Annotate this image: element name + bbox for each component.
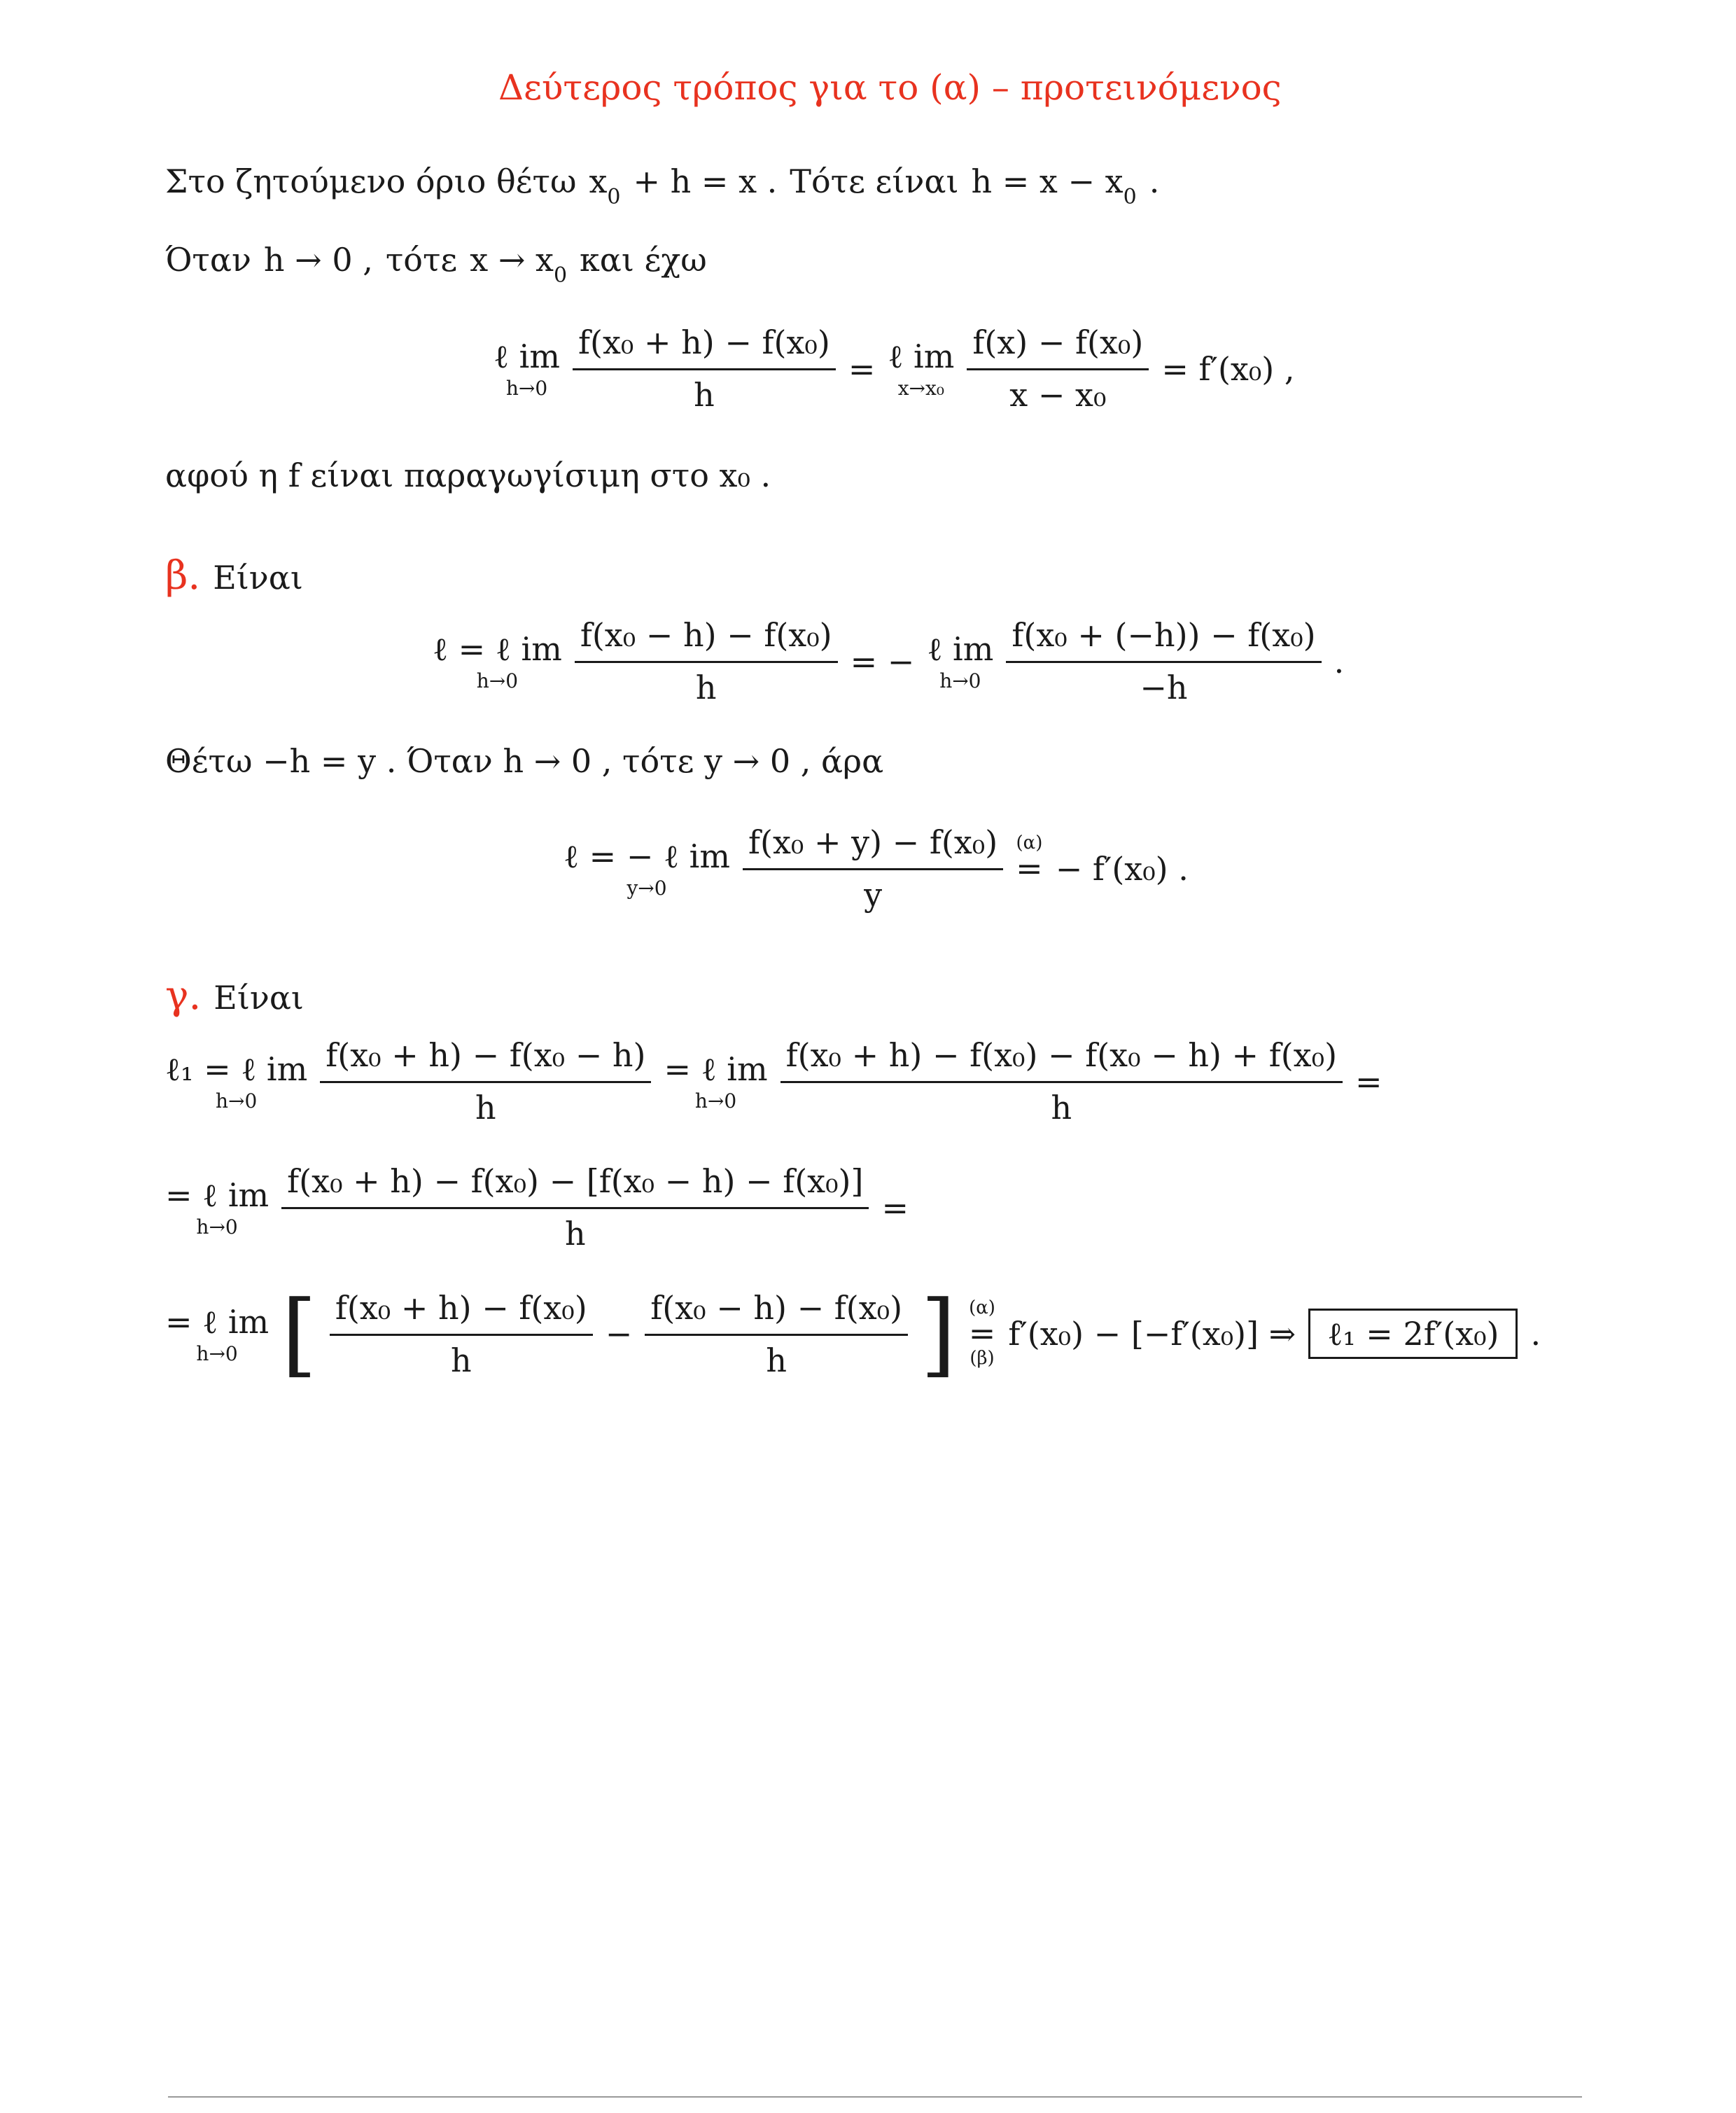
paragraph-differentiable: αφού η f είναι παραγωγίσιμη στο x₀ . [165,456,771,494]
minus: − [605,1315,633,1353]
right-bracket: ] [920,1281,956,1387]
equation-beta [433,616,1344,706]
fraction: $\frac{\text{f(x₀ + h) − f(x₀ − h)}}{h}$ [320,1036,651,1127]
fraction: $\frac{\text{f(x₀ + (−h)) − f(x₀)}}{-h}$ [1006,616,1321,706]
paragraph-limit-condition [165,241,707,288]
text: Όταν [165,241,251,279]
fraction: $\frac{\text{f(x₀ + y) − f(x₀)}}{y}$ [743,823,1003,914]
section-label: β. [165,553,201,599]
math-expr: h → 0 , [263,241,373,279]
section-beta-heading [165,553,303,599]
section-gamma-heading [165,973,304,1019]
math-expr: $x_0$ [589,162,621,209]
footer-rule [168,2096,1582,2098]
limit: ℓ im h→0 [493,337,560,400]
fraction: $\frac{\text{f(x₀ + h) − f(x₀) − [f(x₀ − h) − f(x₀)]}}{h}$ [281,1162,869,1253]
limit: = ℓ im h→0 [165,1176,270,1239]
limit: = ℓ im h→0 [664,1050,768,1113]
text: Είναι [213,559,303,597]
text: Είναι [214,979,304,1017]
equation-gamma-line1 [165,1036,1382,1127]
text: . [1334,642,1345,681]
text: . [1149,162,1160,200]
tagged-equals: (α) = (β) [968,1297,996,1369]
limit: = ℓ im h→0 [165,1302,270,1365]
text: Στο ζητούμενο όριο θέτω [165,162,577,200]
limit: ℓ₁ = ℓ im h→0 [165,1050,308,1113]
equation-gamma-line3 [165,1281,1541,1387]
equals: = [881,1188,909,1227]
text: τότε [385,241,458,279]
boxed-result: ℓ₁ = 2f′(x₀) [1308,1309,1518,1359]
page-title: Δεύτερος τρόπος για το (α) – προτεινόμενος [498,67,1282,108]
fraction: $\frac{\text{f(x₀ − h) − f(x₀)}}{h}$ [645,1289,908,1379]
paragraph-substitution [165,162,1160,209]
equals: = [848,349,876,388]
math-expr: = − [850,642,915,681]
math-expr: = f′(x₀) , [1161,349,1295,388]
equation-limit-1 [493,323,1294,414]
math-expr: f′(x₀) − [−f′(x₀)] ⇒ [1008,1315,1296,1353]
math-expr: $h = x - x_0$ [971,162,1137,209]
limit: ℓ im x→x₀ [888,337,955,400]
limit: ℓ im h→0 [927,630,994,692]
equals: = [1355,1062,1382,1101]
math-expr: + h = x . [633,162,778,200]
tagged-equals: (α) = [1016,832,1043,887]
fraction: $\frac{\text{f(x) − f(x₀)}}{\text{x − x₀}}$ [967,323,1149,414]
math-expr: − f′(x₀) . [1055,849,1189,888]
text: και έχω [580,241,707,279]
equation-beta-result [564,823,1189,914]
limit: ℓ = ℓ im h→0 [433,630,562,692]
fraction: $\frac{\text{f(x₀ + h) − f(x₀)}}{h}$ [330,1289,593,1379]
text: . [1530,1315,1541,1353]
equation-gamma-line2 [165,1162,909,1253]
fraction: $\frac{\text{f(x₀ + h) − f(x₀) − f(x₀ − h) + f(x₀)}}{h}$ [780,1036,1343,1127]
paragraph-substitution-y: Θέτω −h = y . Όταν h → 0 , τότε y → 0 , άρα [165,742,884,780]
section-label: γ. [165,973,202,1019]
left-bracket: [ [281,1281,317,1387]
text: Τότε είναι [790,162,959,200]
math-expr: $x \to x_0$ [470,241,568,288]
limit: ℓ = − ℓ im y→0 [564,837,730,900]
fraction: $\frac{\text{f(x₀ + h) − f(x₀)}}{h}$ [573,323,836,414]
fraction: $\frac{\text{f(x₀ − h) − f(x₀)}}{h}$ [575,616,838,706]
